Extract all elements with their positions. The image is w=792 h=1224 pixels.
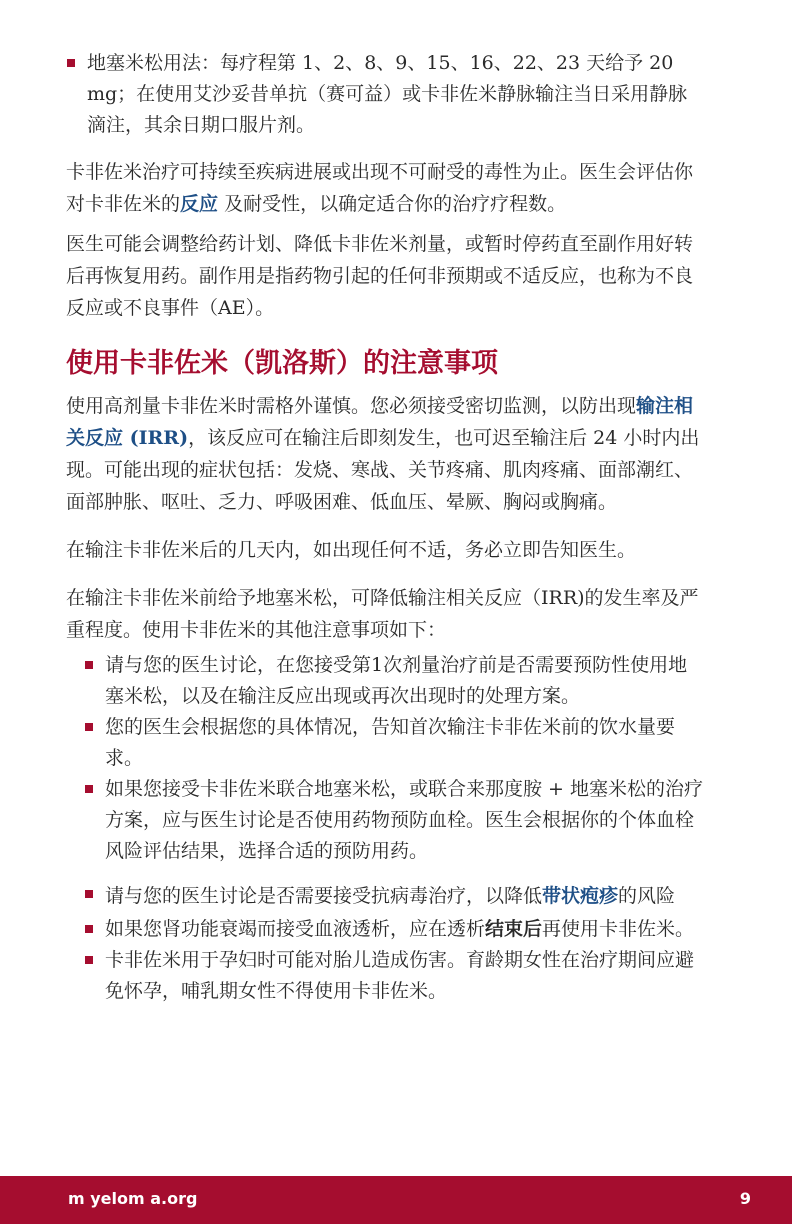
page-number: 9	[739, 1189, 751, 1208]
antiviral-text-a: 请与您的医生讨论是否需要接受抗病毒治疗，以降低	[105, 885, 543, 907]
antiviral-text-b: 的风险	[618, 885, 676, 907]
dialysis-emphasis: 结束后	[485, 918, 543, 940]
notify-doctor-paragraph: 在输注卡非佐米后的几天内，如出现任何不适，务必立即告知医生。	[66, 539, 637, 561]
page-content	[66, 48, 706, 1007]
shingles-link[interactable]: 带状疱疹	[542, 885, 619, 907]
irr-link[interactable]: 输注相关反应 (IRR)	[66, 395, 694, 449]
dialysis-text-b: 再使用卡非佐米。	[542, 918, 695, 940]
irr-text-a: 使用高剂量卡非佐米时需格外谨慎。您必须接受密切监测，以防出现	[66, 395, 637, 417]
irr-text-b: ，该反应可在输注后即刻发生，也可迟至输注后 24 小时内出现。可能出现的症状包括：发烧、寒战、关节疼痛、肌肉疼痛、面部潮红、面部肿胀、呕吐、乏力、呼吸困难、低血压、晕厥、胸闷或胸痛。	[66, 427, 700, 513]
dose-adjustment-paragraph: 医生可能会调整给药计划、降低卡非佐米剂量，或暂时停药直至副作用好转后再恢复用药。副作用是指药物引起的任何非预期或不适反应，也称为不良反应或不良事件（AE）。	[66, 233, 694, 319]
irr-paragraph	[66, 390, 706, 518]
footer-website-link[interactable]: m yelom a.org	[68, 1189, 198, 1208]
dexamethasone-premed-paragraph: 在输注卡非佐米前给予地塞米松，可降低输注相关反应（IRR)的发生率及严重程度。使用卡非佐米的其他注意事项如下：	[66, 587, 699, 641]
list-item-pregnancy: 卡非佐米用于孕妇时可能对胎儿造成伤害。育龄期女性在治疗期间应避免怀孕，哺乳期女性不得使用卡非佐米。	[84, 945, 706, 1007]
treatment-duration-paragraph	[66, 156, 706, 220]
list-item-dialysis	[84, 914, 706, 945]
section-heading: 使用卡非佐米（凯洛斯）的注意事项	[66, 348, 498, 379]
treatment-duration-text-a: 卡非佐米治疗可持续至疾病进展或出现不可耐受的毒性为止。医生会评估你对卡非佐米的	[66, 161, 694, 215]
list-item-antiviral	[84, 879, 706, 914]
list-item: 您的医生会根据您的具体情况，告知首次输注卡非佐米前的饮水量要求。	[84, 712, 706, 774]
dialysis-text-a: 如果您肾功能衰竭而接受血液透析，应在透析	[105, 918, 486, 940]
treatment-duration-text-b: 及耐受性，以确定适合你的治疗疗程数。	[218, 193, 567, 215]
list-item: 请与您的医生讨论，在您接受第1次剂量治疗前是否需要预防性使用地塞米松，以及在输注反应出现或再次出现时的处理方案。	[84, 650, 706, 712]
page-footer	[0, 1176, 792, 1224]
list-item: 如果您接受卡非佐米联合地塞米松，或联合来那度胺 + 地塞米松的治疗方案，应与医生讨论是否使用药物预防血栓。医生会根据你的个体血栓风险评估结果，选择合适的预防用药。	[84, 774, 706, 867]
response-link[interactable]: 反应	[180, 193, 219, 215]
dexamethasone-dosing-bullet: 地塞米松用法：每疗程第 1、2、8、9、15、16、22、23 天给予 20 mg；在使用艾沙妥昔单抗（赛可益）或卡非佐米静脉输注当日采用静脉滴注，其余日期口服片剂。	[66, 48, 706, 141]
